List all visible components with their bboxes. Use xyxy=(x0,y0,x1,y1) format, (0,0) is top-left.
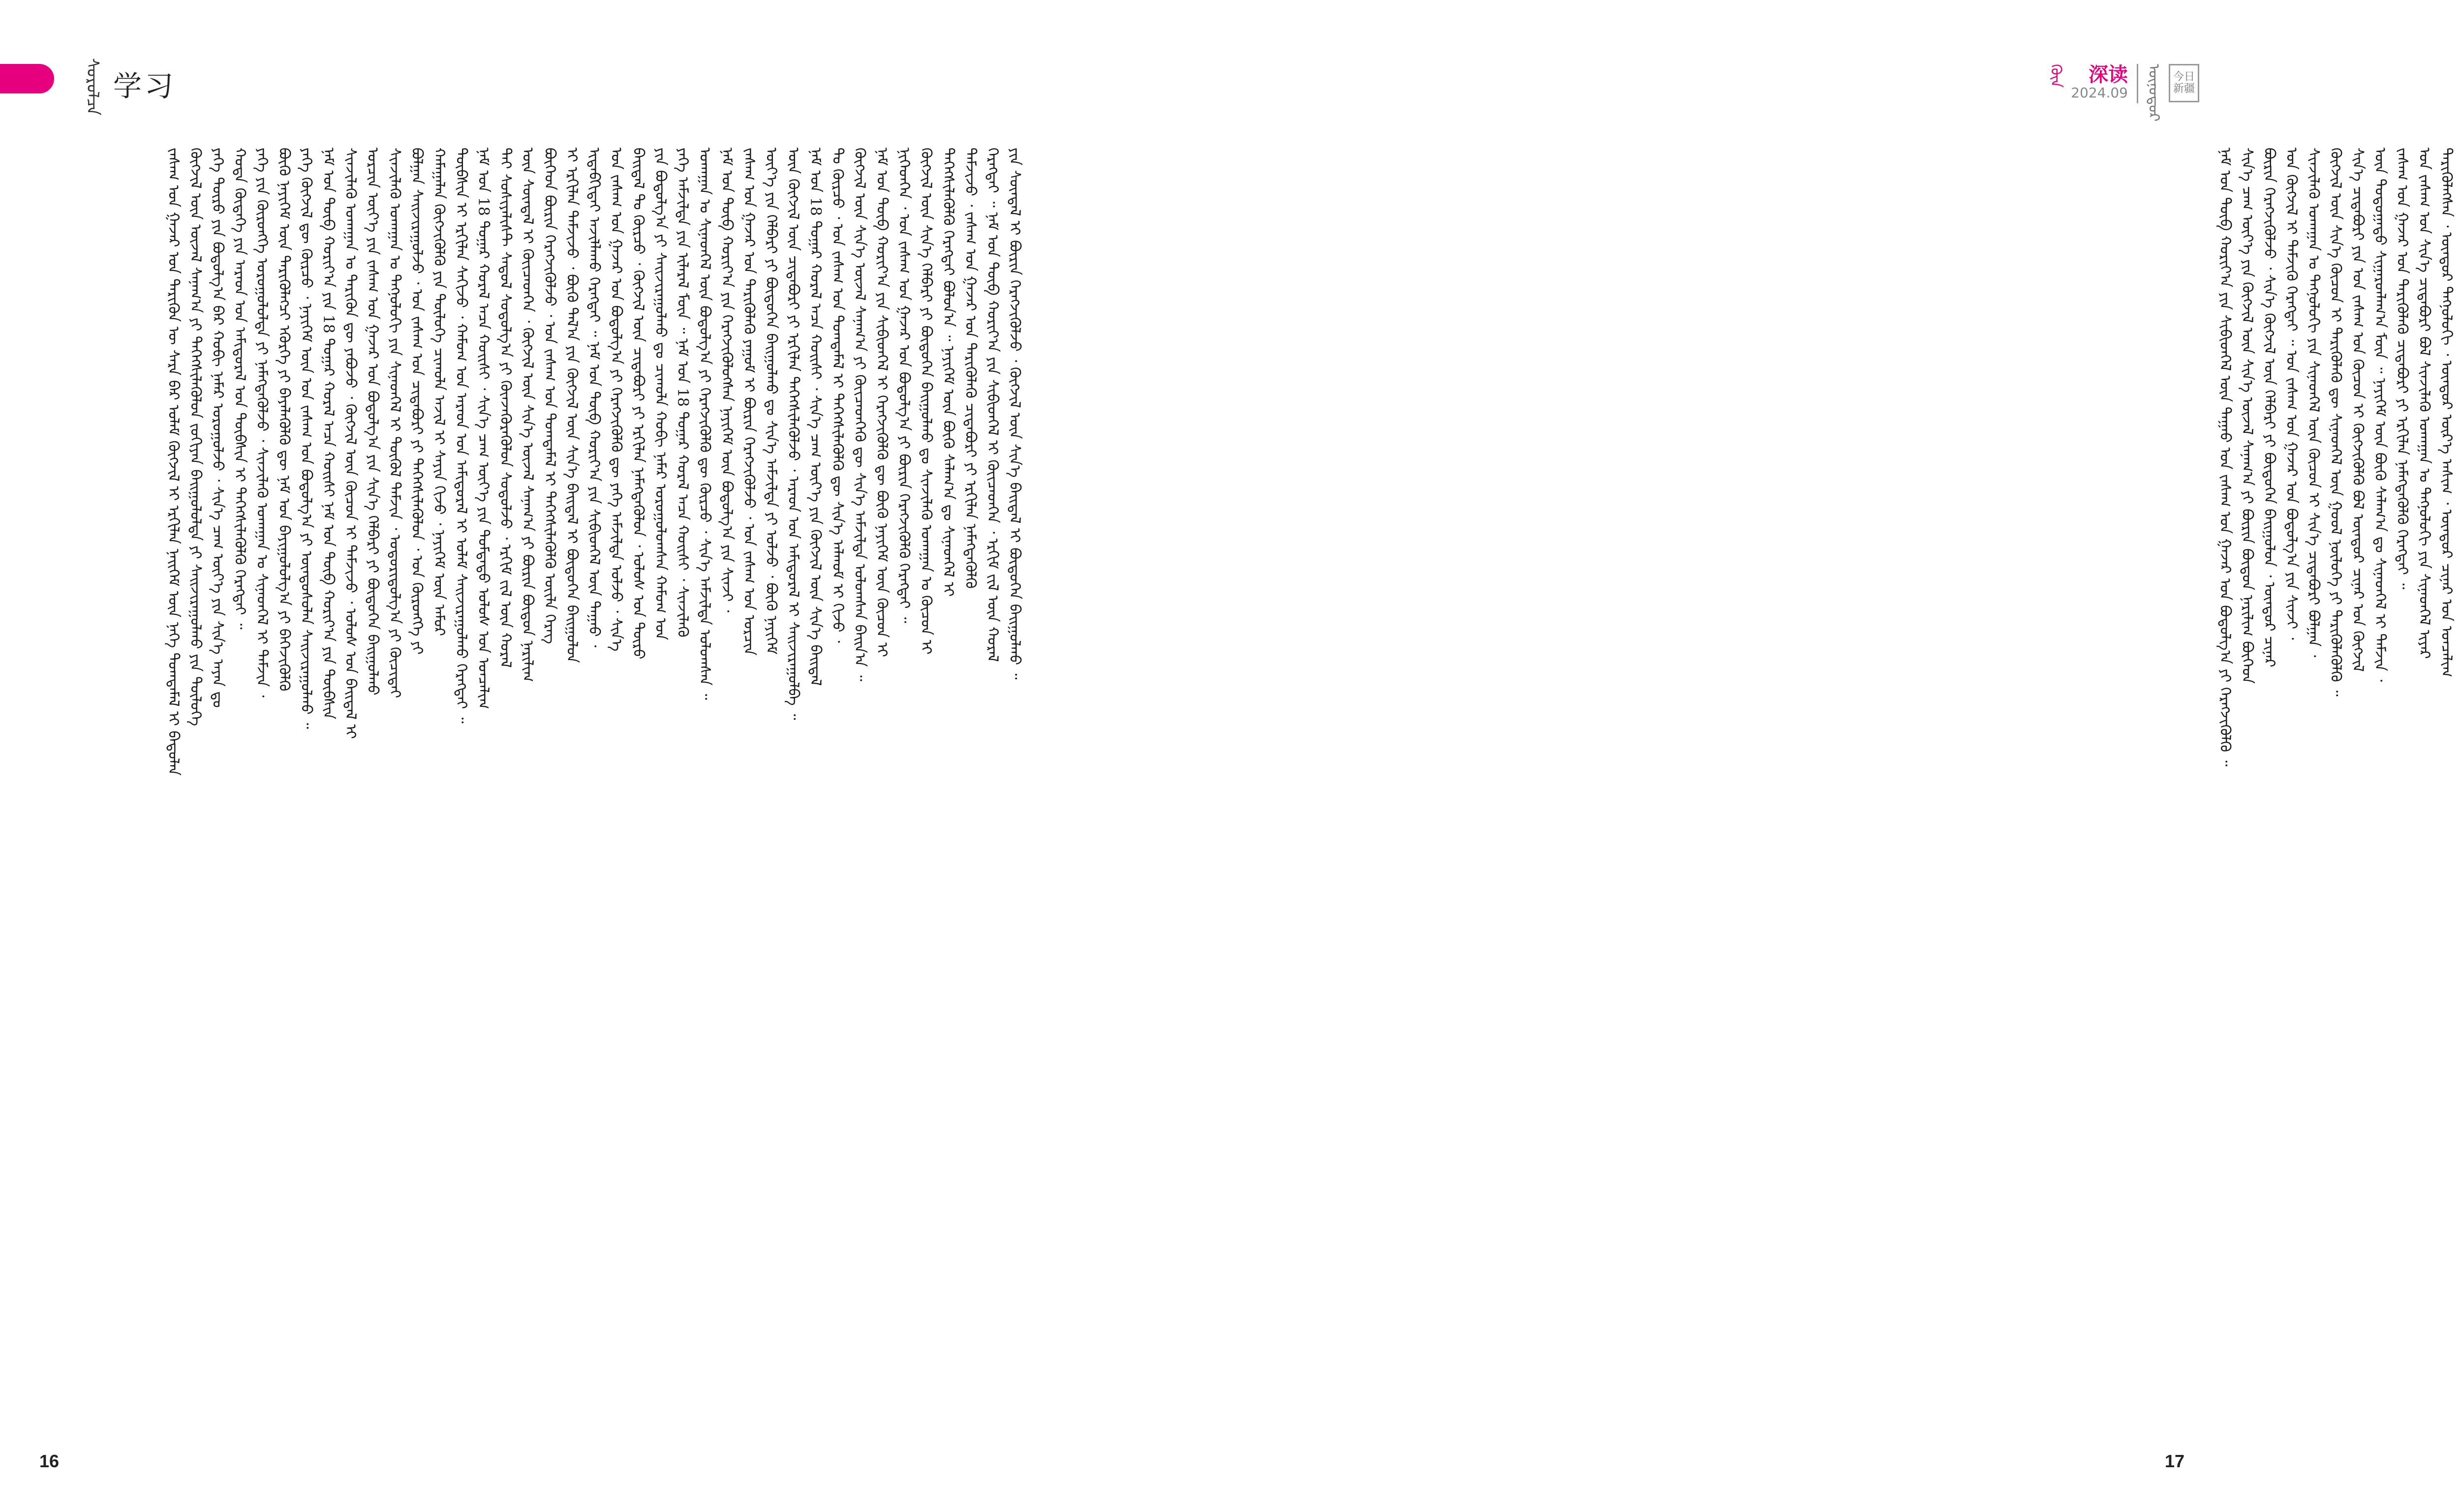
text-line: ᠲᠠᠢ ᠰᠣᠰᠢᠶᠠᠯᠢᠰᠲ ᠰᠡᠳᠦᠯ ᠰᠤᠳᠤᠯᠭ᠎ᠠ ᠶᠢ ᠭᠦᠨᠵᠡᠭᠦᠷᠡᠭᠦᠯᠦᠨ ᠰᠤᠳᠤᠯᠵᠤ ᠂ ᠡᠷᠬᠢᠮ ᠵᠢᠯ ᠦᠨ ᠬᠤᠷᠠᠯ xyxy=(497,148,514,668)
text-line: ᠣᠷᠴᠢᠨ ᠦᠶ᠎ᠡ ᠶᠢᠨ ᠵᠠᠰᠠᠭ ᠤᠨ ᠭᠠᠵᠠᠷ ᠤᠨ ᠪᠣᠳᠣᠯᠭ᠎ᠠ ᠶᠢᠨ ᠰᠢᠨ᠎ᠡ ᠬᠡᠯᠪᠡᠷᠢ ᠶᠢ ᠪᠦᠲᠦᠭᠡᠨ ᠪᠠᠢᠭᠤᠯᠬᠤ xyxy=(364,148,381,696)
text-line: ᠰᠢᠨᠵᠢᠯᠡᠬᠦ ᠤᠬᠠᠭᠠᠨ ᠤ ᠲᠡᠬᠨᠣᠯᠣᠭᠢ ᠶᠢᠨ ᠰᠢᠨᠡᠳᠬᠡᠯ ᠦᠨ ᠬᠦᠴᠦᠨ ᠢ ᠰᠢᠨ᠎ᠡ ᠴᠢᠳᠠᠪᠤᠷᠢ ᠪᠣᠯᠭᠠᠨ ᠂ xyxy=(2305,148,2322,658)
text-line xyxy=(2458,148,2460,1436)
text-line: ᠪᠦᠬᠦ ᠨᠡᠶᠢᠭᠡᠮ ᠦᠨ ᠲᠡᠷᠢᠭᠦᠯᠡᠭᠴᠢ ᠡᠭᠦᠷᠭᠡ ᠶᠢ ᠪᠡᠶᠡᠯᠡᠭᠦᠯᠬᠦ ᠳᠦ ᠨᠠᠮ ᠤᠨ ᠪᠠᠶᠢᠭᠤᠯᠤᠯᠭ᠎ᠠ ᠶᠢ ᠪᠡᠬᠡᠵᠢᠭᠦᠯᠬᠦ xyxy=(276,148,293,692)
magazine-header xyxy=(2047,63,2199,122)
text-line: ᠳᠡᠮᠵᠢᠵᠦ ᠂ ᠵᠠᠰᠠᠭ ᠤᠨ ᠭᠠᠵᠠᠷ ᠤᠨ ᠲᠡᠷᠢᠭᠦᠯᠡᠬᠦ ᠴᠢᠳᠠᠪᠤᠷᠢ ᠶᠢ ᠡᠷᠬᠢᠯᠡᠨ ᠨᠡᠮᠡᠭᠳᠡᠭᠦᠯᠬᠦ xyxy=(962,148,979,589)
text-line: ᠳᠡᠭᠡᠭᠰᠢᠯᠡᠭᠦᠯᠬᠦ ᠬᠡᠷᠡᠭᠲᠡᠢ ᠪᠣᠯᠤᠨ᠎ᠠ ᠃ ᠨᠡᠶᠢᠭᠡᠮ ᠦᠨ ᠪᠦᠬᠦ ᠰᠠᠯᠠᠭ᠎ᠠ ᠳᠤ ᠰᠢᠨᠡᠳᠬᠡᠯ ᠢ xyxy=(940,148,957,597)
text-line: ᠡᠳ ᠵᠠᠰᠠᠭ ᠤᠨ ᠭᠠᠵᠠᠷ ᠤᠨ ᠪᠣᠳᠣᠯᠭ᠎ᠠ ᠶᠢ ᠬᠡᠷᠡᠭᠵᠢᠭᠦᠯᠬᠦ ᠳᠦ ᠶᠡᠬᠡ ᠠᠮᠵᠢᠯᠲᠠ ᠣᠯᠵᠤ ᠂ ᠰᠢᠨ᠎ᠡ xyxy=(608,148,625,652)
text-line: ᠨᠠᠮ ᠤᠨ ᠲᠥᠪ ᠬᠣᠷᠢᠶ᠎ᠠ ᠶᠢᠨ ᠰᠢᠪᠢᠳᠬᠡᠯ ᠢ ᠬᠡᠷᠡᠭᠵᠢᠭᠦᠯᠬᠦ ᠳᠦ ᠪᠦᠬᠦ ᠨᠡᠶᠢᠭᠡᠮ ᠦᠨ ᠬᠦᠴᠦᠨ ᠢ xyxy=(873,148,891,657)
text-line: ᠬᠡᠷᠡᠭᠲᠡᠢ ᠃ ᠨᠠᠮ ᠤᠨ ᠲᠥᠪ ᠬᠣᠷᠢᠶ᠎ᠠ ᠶᠢᠨ ᠰᠢᠪᠢᠳᠬᠡᠯ ᠢ ᠭᠦᠢᠴᠡᠳᠬᠡᠨ ᠂ ᠡᠷᠬᠢᠮ ᠵᠢᠯ ᠦᠨ ᠬᠤᠷᠠᠯ xyxy=(984,148,1001,662)
text-column-right xyxy=(2214,148,2460,1436)
text-line: ᠦᠨ ᠰᠦᠨᠳᠡᠯ ᠢ ᠭᠦᠢᠴᠡᠳᠬᠡᠨ ᠂ ᠬᠥᠭᠵᠢᠯ ᠦᠨ ᠰᠢᠨ᠎ᠡ ᠦᠵᠡᠯ ᠰᠠᠨᠠᠭ᠎ᠠ ᠶᠢ ᠪᠦᠷᠢᠨ ᠪᠦᠲᠦᠨ ᠨᠠᠷᠢᠯᠢᠭ xyxy=(519,148,536,682)
text-line: ᠪᠦᠷᠢᠨ ᠬᠡᠷᠡᠭᠵᠢᠭᠦᠯᠵᠦ ᠂ ᠰᠢᠨ᠎ᠡ ᠬᠥᠭᠵᠢᠯ ᠦᠨ ᠬᠡᠯᠪᠡᠷᠢ ᠶᠢ ᠪᠦᠲᠦᠭᠡᠨ ᠪᠠᠢᠭᠤᠯᠤᠨ ᠂ ᠥᠨᠳᠥᠷ ᠴᠢᠨᠠᠷ xyxy=(2261,148,2278,667)
text-line: ᠪᠦᠭᠡᠳ ᠪᠦᠷᠢᠨ ᠬᠡᠷᠡᠭᠵᠢᠭᠦᠯᠵᠦ ᠂ ᠡᠳ ᠵᠠᠰᠠᠭ ᠤᠨ ᠲᠤᠭᠲᠠᠮᠠᠯ ᠢ ᠳᠡᠭᠡᠭᠰᠢᠯᠡᠭᠦᠯᠬᠦ ᠦᠢᠯᠡ ᠬᠡᠷᠡᠭ xyxy=(541,148,558,644)
right-page xyxy=(1107,0,2455,1512)
text-line: ᠦᠶ᠎ᠡ ᠶᠢᠨ ᠬᠡᠯᠪᠡᠷᠢ ᠶᠢ ᠪᠦᠲᠦᠭᠡᠨ ᠪᠠᠢᠭᠤᠯᠬᠤ ᠳᠤ ᠰᠢᠨ᠎ᠡ ᠠᠮᠵᠢᠯᠲᠠ ᠶᠢ ᠣᠯᠵᠤ ᠂ ᠪᠦᠬᠦ ᠨᠡᠶᠢᠭᠡᠮ xyxy=(763,148,780,655)
text-line: ᠶᠢᠨ ᠰᠦᠨᠳᠡᠯ ᠢ ᠪᠦᠷᠢᠨ ᠬᠡᠷᠡᠭᠵᠢᠭᠦᠯᠵᠦ ᠂ ᠬᠥᠭᠵᠢᠯ ᠦᠨ ᠰᠢᠨ᠎ᠡ ᠪᠠᠢᠳᠠᠯ ᠢ ᠪᠦᠲᠦᠭᠡᠨ ᠪᠠᠢᠭᠤᠯᠬᠤ ᠃ xyxy=(1006,148,1023,680)
section-title: 学习 xyxy=(113,69,177,103)
text-line: ᠵᠠᠰᠠᠭ ᠤᠨ ᠭᠠᠵᠠᠷ ᠤᠨ ᠲᠡᠷᠢᠭᠦᠨ ᠦ ᠰᠠᠷᠠ ᠪᠠᠷ ᠤᠯᠠᠮ ᠬᠥᠭᠵᠢᠯ ᠢ ᠡᠷᠬᠢᠯᠡᠨ ᠨᠡᠢᠭᠡᠮ ᠦᠨ ᠨᠡᠭᠡ ᠲᠣᠭᠲᠠᠮᠠᠯ ᠢ ᠪᠠᠲᠤᠯᠠᠨ xyxy=(165,148,182,776)
page-number-right: 17 xyxy=(2164,1451,2184,1471)
text-line: ᠬᠥᠭᠵᠢᠯ ᠦᠨ ᠦᠵᠡᠯ ᠰᠠᠨᠠᠭ᠎ᠠ ᠶᠢ ᠳᠡᠭᠡᠭᠰᠢᠯᠡᠭᠦᠯᠦᠨ ᠵᠣᠬᠢᠶᠠᠨ ᠪᠠᠢᠭᠤᠯᠤᠯᠲᠠ ᠶᠢ ᠰᠠᠢᠵᠢᠷᠠᠭᠤᠯᠬᠤ ᠶᠢᠨ ᠲᠥᠯᠥᠭᠡ xyxy=(187,148,204,726)
text-line: ᠨᠠᠮ ᠤᠨ ᠲᠥᠪ ᠬᠣᠷᠢᠶ᠎ᠠ ᠶᠢᠨ 18 ᠳᠤᠭᠠᠷ ᠬᠤᠷᠠᠯ ᠠᠴᠠ ᠬᠣᠢᠰᠢ ᠨᠠᠮ ᠤᠨ ᠲᠥᠪ ᠬᠣᠷᠢᠶ᠎ᠠ ᠶᠢᠨ ᠲᠦᠪᠰᠢᠨ xyxy=(320,148,337,720)
text-line: ᠶᠢᠨ ᠪᠣᠳᠣᠯᠭ᠎ᠠ ᠶᠢ ᠰᠠᠢᠵᠢᠷᠠᠭᠤᠯᠬᠤ ᠳᠤ ᠴᠢᠬᠤᠯᠠ ᠬᠤᠪᠢ ᠨᠡᠮᠡᠷ ᠣᠷᠤᠭᠤᠯᠤᠭᠰᠠᠨ ᠬᠠᠮᠤᠭ ᠤᠨ xyxy=(652,148,669,640)
text-line: ᠰᠢᠨᠵᠢᠯᠡᠬᠦ ᠤᠬᠠᠭᠠᠨ ᠤ ᠲᠡᠬᠨᠣᠯᠣᠭᠢ ᠶᠢᠨ ᠰᠢᠨᠡᠳᠬᠡᠯ ᠢ ᠲᠥᠭᠦᠯ ᠳᠡᠮᠵᠢᠨ ᠂ ᠤᠳᠤᠷᠢᠳᠤᠯᠭ᠎ᠠ ᠶᠢ ᠬᠦᠴᠢᠲᠡᠢ xyxy=(386,148,403,698)
text-line: ᠶᠡᠬᠡ ᠠᠮᠵᠢᠯᠲᠠ ᠶᠢᠨ ᠢᠯᠡᠷᠡᠯ ᠮᠥᠨ ᠃ ᠨᠠᠮ ᠤᠨ 18 ᠳᠤᠭᠠᠷ ᠬᠤᠷᠠᠯ ᠠᠴᠠ ᠬᠣᠢᠰᠢ ᠂ ᠰᠢᠨᠵᠢᠯᠡᠬᠦ xyxy=(674,148,691,637)
header-divider xyxy=(2137,64,2138,103)
section-mongol-label: ᠰᠤᠷᠤᠯᠴᠠ xyxy=(83,58,102,116)
logo-line-2: 新疆 xyxy=(2173,83,2195,95)
text-line: ᠲᠦᠪᠰᠢᠨ ᠢ ᠡᠷᠬᠢᠯᠡᠨ ᠰᠠᠬᠢᠵᠤ ᠂ ᠬᠠᠮᠤᠭ ᠤᠨ ᠠᠷᠠᠳ ᠤᠨ ᠠᠮᠢᠳᠤᠷᠠᠯ ᠢ ᠤᠯᠠᠮ ᠰᠠᠢᠵᠢᠷᠠᠭᠤᠯᠬᠤ ᠬᠡᠷᠡᠭᠲᠡᠢ ᠃ xyxy=(453,148,470,724)
header-issue-date: 2024.09 xyxy=(2071,85,2128,101)
text-line: ᠲᠡᠷᠢᠭᠦᠯᠡᠭᠰᠡᠨ ᠂ ᠥᠨᠳᠥᠷ ᠲᠡᠬᠨᠣᠯᠣᠭᠢ ᠂ ᠥᠨᠳᠥᠷ ᠦᠷ᠎ᠡ ᠠᠰᠢᠭ ᠂ ᠥᠨᠳᠥᠷ ᠴᠢᠨᠠᠷ ᠤᠨ ᠣᠨᠴᠠᠯᠢᠭ xyxy=(2438,148,2455,677)
text-line: ᠬᠠᠮᠠᠭᠠᠯᠠᠨ ᠬᠥᠭᠵᠢᠭᠦᠯᠬᠦ ᠶᠢᠨ ᠲᠥᠯᠥᠭᠡ ᠴᠢᠬᠤᠯᠠ ᠠᠵᠢᠯ ᠢ ᠰᠠᠶᠢᠨ ᠬᠢᠵᠦ ᠂ ᠨᠡᠶᠢᠭᠡᠮ ᠦᠨ ᠠᠮᠤᠷ xyxy=(430,148,448,636)
text-line: ᠨᠢᠭᠡᠳᠭᠡᠨ ᠂ ᠡᠳ ᠵᠠᠰᠠᠭ ᠤᠨ ᠭᠠᠵᠠᠷ ᠤᠨ ᠪᠣᠳᠣᠯᠭ᠎ᠠ ᠶᠢ ᠪᠦᠷᠢᠨ ᠬᠡᠷᠡᠭᠵᠢᠭᠦᠯᠬᠦ ᠬᠡᠷᠡᠭᠲᠡᠢ ᠃ xyxy=(895,148,913,623)
text-line: ᠤᠨ ᠬᠥᠭᠵᠢᠯ ᠢ ᠳᠡᠮᠵᠢᠬᠦ ᠬᠡᠷᠡᠭᠲᠡᠢ ᠃ ᠡᠳ ᠵᠠᠰᠠᠭ ᠤᠨ ᠭᠠᠵᠠᠷ ᠤᠨ ᠪᠣᠳᠣᠯᠭ᠎ᠠ ᠶᠢᠨ ᠰᠢᠨᠵᠢ ᠂ xyxy=(2283,148,2300,640)
header-mongol-grey: ᠦᠨᠦᠳᠦᠷ xyxy=(2145,64,2162,122)
text-line: ᠬᠥᠭᠵᠢᠯ ᠦᠨ ᠰᠢᠨ᠎ᠡ ᠬᠡᠯᠪᠡᠷᠢ ᠶᠢ ᠪᠦᠲᠦᠭᠡᠨ ᠪᠠᠢᠭᠤᠯᠬᠤ ᠳᠤ ᠰᠢᠨᠵᠢᠯᠡᠬᠦ ᠤᠬᠠᠭᠠᠨ ᠤ ᠬᠦᠴᠦᠨ ᠢ xyxy=(918,148,935,655)
text-line: ᠪᠤᠯᠭᠠᠨ ᠰᠠᠢᠵᠢᠷᠠᠭᠤᠯᠵᠤ ᠂ ᠡᠳ ᠵᠠᠰᠠᠭ ᠤᠨ ᠴᠢᠳᠠᠪᠤᠷᠢ ᠶᠢ ᠳᠡᠭᠡᠭᠰᠢᠯᠡᠭᠦᠯᠦᠨ ᠂ ᠡᠳ ᠬᠥᠷᠥᠩᠭᠡ ᠶᠢ xyxy=(408,148,426,655)
text-line: ᠨᠠᠮ ᠤᠨ ᠲᠥᠪ ᠬᠣᠷᠢᠶ᠎ᠠ ᠶᠢᠨ ᠬᠡᠷᠡᠭᠵᠢᠭᠦᠯᠦᠭᠰᠡᠨ ᠨᠡᠶᠢᠭᠡᠮ ᠦᠨ ᠪᠣᠳᠣᠯᠭ᠎ᠠ ᠶᠢᠨ ᠰᠢᠨᠵᠢ ᠂ xyxy=(718,148,736,612)
text-line: ᠶᠡᠬᠡ ᠲᠥᠷᠥ ᠶᠢᠨ ᠪᠣᠳᠣᠯᠭ᠎ᠠ ᠪᠡᠷ ᠬᠤᠪᠢ ᠨᠡᠮᠡᠷ ᠣᠷᠤᠭᠤᠯᠵᠤ ᠂ ᠰᠢᠨ᠎ᠡ ᠴᠠᠭ ᠦᠶ᠎ᠡ ᠶᠢᠨ ᠰᠢᠨ᠎ᠡ ᠠᠶᠠᠨ ᠳᠤ xyxy=(209,148,226,708)
text-line: ᠶᠡᠬᠡ ᠶᠢᠨ ᠬᠥᠷᠥᠩᠭᠡ ᠣᠷᠣᠭᠤᠯᠤᠯᠲᠠ ᠶᠢ ᠨᠡᠮᠡᠭᠳᠡᠭᠦᠯᠵᠦ ᠂ ᠰᠢᠨᠵᠢᠯᠡᠬᠦ ᠤᠬᠠᠭᠠᠨ ᠤ ᠰᠢᠨᠡᠳᠬᠡᠯ ᠢ ᠳᠡᠮᠵᠢᠨ ᠂ xyxy=(253,148,271,698)
text-line: ᠢᠳᠡᠪᠬᠢᠲᠡᠢ ᠠᠵᠢᠯᠯᠠᠬᠤ ᠬᠡᠷᠡᠭᠲᠡᠢ ᠃ ᠨᠠᠮ ᠤᠨ ᠲᠥᠪ ᠬᠣᠷᠢᠶ᠎ᠠ ᠶᠢᠨ ᠰᠢᠪᠢᠳᠬᠡᠯ ᠦᠨ ᠳᠠᠭᠠᠤ ᠂ xyxy=(585,148,603,648)
left-page xyxy=(0,0,1107,1512)
text-line: ᠤᠬᠠᠭᠠᠨ ᠤ ᠰᠢᠨᠡᠳᠬᠡᠯ ᠦᠨ ᠪᠣᠳᠣᠯᠭ᠎ᠠ ᠶᠢ ᠬᠡᠷᠡᠭᠵᠢᠭᠦᠯᠬᠦ ᠳᠦ ᠬᠦᠷᠴᠦ ᠂ ᠰᠢᠨ᠎ᠡ ᠠᠮᠵᠢᠯᠲᠠ ᠣᠯᠤᠭᠰᠠᠨ ᠃ xyxy=(696,148,713,700)
text-line: ᠨᠠᠮ ᠤᠨ 18 ᠳᠤᠭᠠᠷ ᠬᠤᠷᠠᠯ ᠠᠴᠠ ᠬᠣᠢᠰᠢ ᠂ ᠰᠢᠨ᠎ᠡ ᠴᠠᠭ ᠦᠶ᠎ᠡ ᠶᠢᠨ ᠳᠤᠮᠳᠠᠳᠤ ᠤᠯᠤᠰ ᠤᠨ ᠣᠨᠴᠠᠯᠢᠭ xyxy=(475,148,492,709)
text-line: ᠨᠠᠮ ᠤᠨ 18 ᠳᠤᠭᠠᠷ ᠬᠤᠷᠠᠯ ᠠᠴᠠ ᠬᠣᠢᠰᠢ ᠂ ᠰᠢᠨ᠎ᠡ ᠴᠠᠭ ᠦᠶ᠎ᠡ ᠶᠢᠨ ᠬᠥᠭᠵᠢᠯ ᠦᠨ ᠰᠢᠨ᠎ᠡ ᠪᠠᠢᠳᠠᠯ xyxy=(807,148,824,686)
text-line: ᠶᠡᠬᠡ ᠬᠥᠭᠵᠢᠯ ᠳᠦ ᠬᠦᠷᠴᠦ ᠂ ᠨᠡᠶᠢᠭᠡᠮ ᠦᠨ ᠡᠳ ᠵᠠᠰᠠᠭ ᠤᠨ ᠪᠣᠳᠣᠯᠭ᠎ᠠ ᠶᠢ ᠦᠨᠳᠦᠰᠦᠯᠡᠨ ᠰᠠᠢᠵᠢᠷᠠᠭᠤᠯᠬᠤ ᠃ xyxy=(298,148,315,729)
text-line: ᠵᠠᠰᠠᠭ ᠤᠨ ᠭᠠᠵᠠᠷ ᠤᠨ ᠲᠡᠷᠢᠭᠦᠯᠡᠬᠦ ᠶᠠᠭᠤᠮ ᠢ ᠪᠦᠷᠢᠨ ᠬᠡᠷᠡᠭᠵᠢᠭᠦᠯᠵᠦ ᠂ ᠡᠳ ᠵᠠᠰᠠᠭ ᠤᠨ ᠣᠷᠴᠢᠨ xyxy=(740,148,758,656)
logo-line-1: 今日 xyxy=(2173,71,2195,83)
text-line: ᠰᠢᠨ᠎ᠡ ᠴᠠᠭ ᠦᠶ᠎ᠡ ᠶᠢᠨ ᠬᠥᠭᠵᠢᠯ ᠦᠨ ᠰᠢᠨ᠎ᠡ ᠦᠵᠡᠯ ᠰᠠᠨᠠᠭ᠎ᠠ ᠶᠢ ᠪᠦᠷᠢᠨ ᠪᠦᠲᠦᠨ ᠨᠠᠷᠢᠯᠢᠭ ᠪᠦᠭᠡᠳ xyxy=(2239,148,2256,684)
text-line: ᠦᠨ ᠬᠥᠭᠵᠢᠯ ᠦᠨ ᠴᠢᠳᠠᠪᠤᠷᠢ ᠶᠢ ᠡᠷᠬᠢᠯᠡᠨ ᠳᠡᠭᠡᠭᠰᠢᠯᠡᠭᠦᠯᠵᠦ ᠂ ᠠᠷᠠᠳ ᠤᠨ ᠠᠮᠢᠳᠤᠷᠠᠯ ᠢ ᠰᠠᠢᠵᠢᠷᠠᠭᠤᠯᠪᠠ ᠃ xyxy=(785,148,802,720)
text-line: ᠰᠢᠨ᠎ᠡ ᠴᠢᠳᠠᠪᠤᠷᠢ ᠶᠢᠨ ᠡᠳ ᠵᠠᠰᠠᠭ ᠤᠨ ᠬᠦᠴᠦᠨ ᠢ ᠬᠥᠭᠵᠢᠭᠦᠯᠬᠦ ᠪᠣᠯ ᠥᠨᠳᠥᠷ ᠴᠢᠨᠠᠷ ᠤᠨ ᠬᠥᠭᠵᠢᠯ xyxy=(2349,148,2367,672)
magazine-logo xyxy=(2169,64,2199,102)
text-line: ᠢ ᠡᠷᠬᠢᠯᠡᠨ ᠳᠡᠮᠵᠢᠵᠦ ᠂ ᠪᠦᠬᠦ ᠲᠠᠯ᠎ᠠ ᠶᠢᠨ ᠬᠥᠭᠵᠢᠯ ᠦᠨ ᠰᠢᠨ᠎ᠡ ᠪᠠᠢᠳᠠᠯ ᠢ ᠪᠦᠲᠦᠭᠡᠨ ᠪᠠᠢᠭᠤᠯᠤᠨ xyxy=(563,148,581,663)
page-number-left: 16 xyxy=(39,1451,60,1471)
text-line: ᠪᠠᠢᠳᠠᠯ ᠲᠤ ᠬᠦᠷᠴᠦ ᠂ ᠬᠥᠭᠵᠢᠯ ᠦᠨ ᠴᠢᠳᠠᠪᠤᠷᠢ ᠶᠢ ᠡᠷᠬᠢᠯᠡᠨ ᠨᠡᠮᠡᠭᠳᠡᠭᠦᠯᠦᠨ ᠂ ᠤᠯᠤᠰ ᠤᠨ ᠲᠥᠷᠥ xyxy=(630,148,647,660)
text-line: ᠨᠠᠮ ᠤᠨ ᠲᠥᠪ ᠬᠣᠷᠢᠶ᠎ᠠ ᠶᠢᠨ ᠰᠢᠪᠢᠳᠬᠡᠯ ᠦᠨ ᠳᠠᠭᠠᠤ ᠡᠳ ᠵᠠᠰᠠᠭ ᠤᠨ ᠭᠠᠵᠠᠷ ᠤᠨ ᠪᠣᠳᠣᠯᠭ᠎ᠠ ᠶᠢ ᠬᠡᠷᠡᠭᠵᠢᠭᠦᠯᠬᠦ ᠃ xyxy=(2216,148,2234,767)
text-line: ᠬᠣᠲᠠ ᠬᠥᠳᠡᠭᠡ ᠶᠢᠨ ᠠᠷᠠᠳ ᠤᠨ ᠠᠮᠢᠳᠤᠷᠠᠯ ᠤᠨ ᠲᠦᠪᠰᠢᠨ ᠢ ᠳᠡᠭᠡᠭᠰᠢᠯᠡᠭᠦᠯᠬᠦ ᠬᠡᠷᠡᠭᠲᠡᠢ ᠃ xyxy=(231,148,248,630)
header-issue xyxy=(2071,64,2128,100)
text-line: ᠦᠨ ᠳᠣᠲᠣᠭᠠᠳᠤ ᠰᠢᠭᠠᠷᠳᠯᠠᠭ᠎ᠠ ᠮᠥᠨ ᠃ ᠨᠡᠶᠢᠭᠡᠮ ᠦᠨ ᠪᠦᠬᠦ ᠰᠠᠯᠠᠭ᠎ᠠ ᠳᠤ ᠰᠢᠨᠡᠳᠬᠡᠯ ᠢ ᠳᠡᠮᠵᠢᠨ ᠂ xyxy=(2371,148,2389,682)
text-line: ᠡᠳ ᠵᠠᠰᠠᠭ ᠤᠨ ᠰᠢᠨ᠎ᠡ ᠴᠢᠳᠠᠪᠤᠷᠢ ᠪᠣᠯ ᠰᠢᠨᠵᠢᠯᠡᠬᠦ ᠤᠬᠠᠭᠠᠨ ᠤ ᠲᠡᠬᠨᠣᠯᠣᠭᠢ ᠶᠢᠨ ᠰᠢᠨᠡᠳᠬᠡᠯ ᠢᠶᠡᠷ xyxy=(2416,148,2433,659)
text-line: ᠬᠥᠭᠵᠢᠯ ᠦᠨ ᠰᠢᠨ᠎ᠡ ᠬᠦᠴᠦᠨ ᠢ ᠲᠡᠷᠢᠭᠦᠯᠡᠬᠦ ᠳᠦ ᠰᠢᠨᠡᠳᠬᠡᠯ ᠦᠨ ᠭᠣᠣᠯ ᠨᠥᠯᠥᠭᠡ ᠶᠢ ᠲᠡᠷᠢᠭᠦᠯᠡᠭᠦᠯᠬᠦ ᠃ xyxy=(2327,148,2344,696)
text-line: ᠵᠠᠰᠠᠭ ᠤᠨ ᠭᠠᠵᠠᠷ ᠤᠨ ᠲᠡᠷᠢᠭᠦᠯᠡᠬᠦ ᠴᠢᠳᠠᠪᠤᠷᠢ ᠶᠢ ᠡᠷᠬᠢᠯᠡᠨ ᠨᠡᠮᠡᠭᠳᠡᠭᠦᠯᠬᠦ ᠬᠡᠷᠡᠭᠲᠡᠢ ᠃ xyxy=(2394,148,2411,590)
text-line: ᠰᠢᠨᠵᠢᠯᠡᠬᠦ ᠤᠬᠠᠭᠠᠨ ᠤ ᠲᠡᠷᠢᠭᠦᠨ ᠳᠦ ᠶᠠᠪᠤᠵᠤ ᠂ ᠬᠥᠭᠵᠢᠯ ᠦᠨ ᠬᠦᠴᠦᠨ ᠢ ᠳᠡᠮᠵᠢᠵᠦ ᠂ ᠤᠯᠤᠰ ᠤᠨ ᠪᠠᠢᠳᠠᠯ ᠢ xyxy=(342,148,359,739)
text-line: ᠲᠤ ᠬᠦᠷᠴᠦ ᠂ ᠡᠳ ᠵᠠᠰᠠᠭ ᠤᠨ ᠲᠤᠭᠲᠠᠮᠠᠯ ᠢ ᠳᠡᠭᠡᠭᠰᠢᠯᠡᠭᠦᠯᠬᠦ ᠳᠦ ᠰᠢᠨ᠎ᠡ ᠠᠯᠬᠤᠮ ᠢ ᠬᠢᠵᠦ ᠂ xyxy=(829,148,846,643)
text-column-left xyxy=(162,148,1028,1436)
header-mongol-pink: ᠭᠦᠨ xyxy=(2047,64,2065,88)
section-tab-marker xyxy=(0,64,54,93)
header-column-title: 深读 xyxy=(2089,63,2128,86)
text-line: ᠬᠥᠭᠵᠢᠯ ᠦᠨ ᠰᠢᠨ᠎ᠡ ᠦᠵᠡᠯ ᠰᠠᠨᠠᠭ᠎ᠠ ᠶᠢ ᠭᠦᠢᠴᠡᠳᠬᠡᠬᠦ ᠳᠦ ᠰᠢᠨ᠎ᠡ ᠠᠮᠵᠢᠯᠲᠠ ᠣᠯᠤᠭᠰᠠᠨ ᠪᠠᠢᠨ᠎ᠠ ᠃ xyxy=(851,148,868,682)
